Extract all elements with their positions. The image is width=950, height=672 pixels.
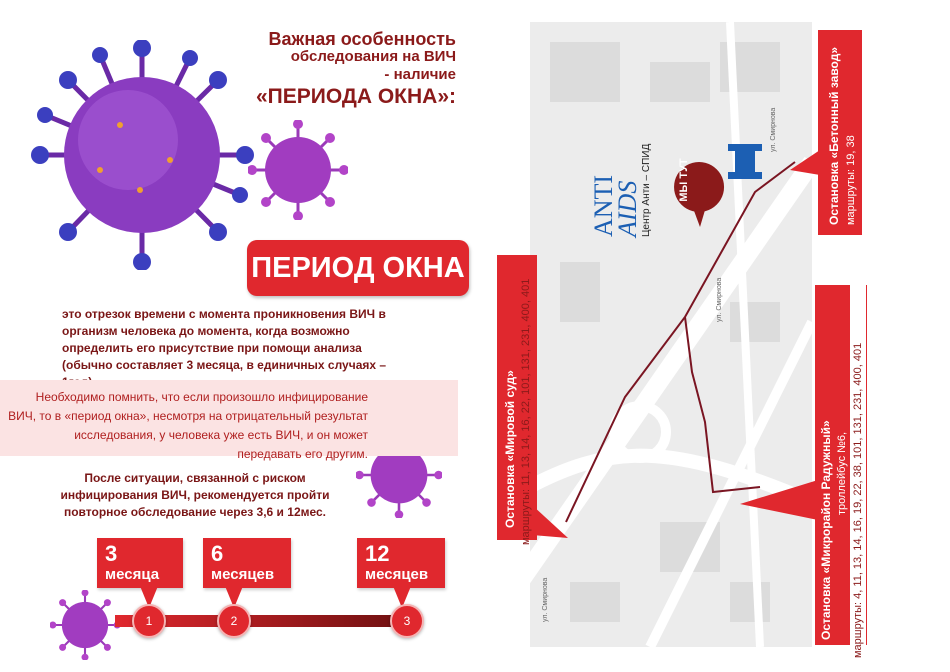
timeline-box-12 xyxy=(357,538,445,588)
street-label: ул. Смирнова xyxy=(716,277,723,322)
logo-anti: ANTI xyxy=(589,174,618,237)
street-label: ул. Смирнова xyxy=(542,577,549,622)
timeline-step-3: 3 xyxy=(390,604,424,638)
timeline-step-2: 2 xyxy=(217,604,251,638)
reminder-text: Необходимо помнить, что если произошло инфицирование ВИЧ, то в «период окна», несмотря на отрицательный результат исследования, у человека уже есть ВИЧ, и он может передавать его другим. xyxy=(8,390,368,461)
stop-top-pointer xyxy=(790,150,822,190)
street-label: ул. Смирнова xyxy=(770,107,777,152)
timeline-number: 3 xyxy=(105,541,118,566)
stop-bottom-trolley: троллейбус №6, xyxy=(836,431,848,515)
anti-aids-logo xyxy=(589,137,654,237)
timeline-step-1: 1 xyxy=(132,604,166,638)
timeline-number: 12 xyxy=(365,541,390,566)
stop-left-routes: маршруты: 11, 13, 14, 16, 22, 101, 131, 231, 400, 401 xyxy=(520,278,532,545)
reminder-panel xyxy=(0,380,458,461)
stop-top-title: Остановка «Бетонный завод» xyxy=(827,46,841,225)
title-line-2: обследования на ВИЧ xyxy=(290,48,456,65)
page-title xyxy=(246,30,456,110)
timeline-unit: месяцев xyxy=(211,566,275,583)
logo-subtitle: Центр Анти – СПИД xyxy=(641,143,652,237)
timeline-unit: месяца xyxy=(105,566,160,583)
timeline-box-6 xyxy=(203,538,291,588)
location-map xyxy=(530,22,812,647)
virus-large-illustration xyxy=(30,40,255,270)
you-are-here-label: МЫ ТУТ xyxy=(678,158,690,202)
definition-text: это отрезок времени с момента проникновения ВИЧ в организм человека до момента, когда возможно определить его присутствие при помощи анализа (обычно составляет 3 месяца, в единичных случаях – xyxy=(62,307,387,372)
title-line-1: Важная особенность xyxy=(268,29,456,49)
timeline-unit: месяцев xyxy=(365,566,429,583)
title-line-3: - наличие xyxy=(384,66,456,83)
logo-aids: AIDS xyxy=(613,180,642,237)
timeline-box-3 xyxy=(97,538,183,588)
stop-left-pointer xyxy=(532,505,572,545)
stop-bottom-pointer xyxy=(740,480,820,530)
virus-medium-illustration xyxy=(248,120,348,220)
stop-left-title: Остановка «Мировой суд» xyxy=(503,370,517,528)
window-period-badge: ПЕРИОД ОКНА xyxy=(247,240,469,296)
stop-top-routes: маршруты: 19, 38 xyxy=(845,135,857,225)
stop-bottom-title: Остановка «Микрорайон Радужный» xyxy=(819,420,833,640)
stop-bottom-routes: маршруты: 4, 11, 13, 14, 16, 19, 22, 38, 101, 131, 231, 400, 401 xyxy=(850,278,866,658)
retest-recommendation: После ситуации, связанной с риском инфицирования ВИЧ, рекомендуется пройти повторное обследование через 3,6 и 12мес. xyxy=(60,471,330,519)
title-line-4: «ПЕРИОДА ОКНА»: xyxy=(255,85,456,108)
timeline-number: 6 xyxy=(211,541,224,566)
